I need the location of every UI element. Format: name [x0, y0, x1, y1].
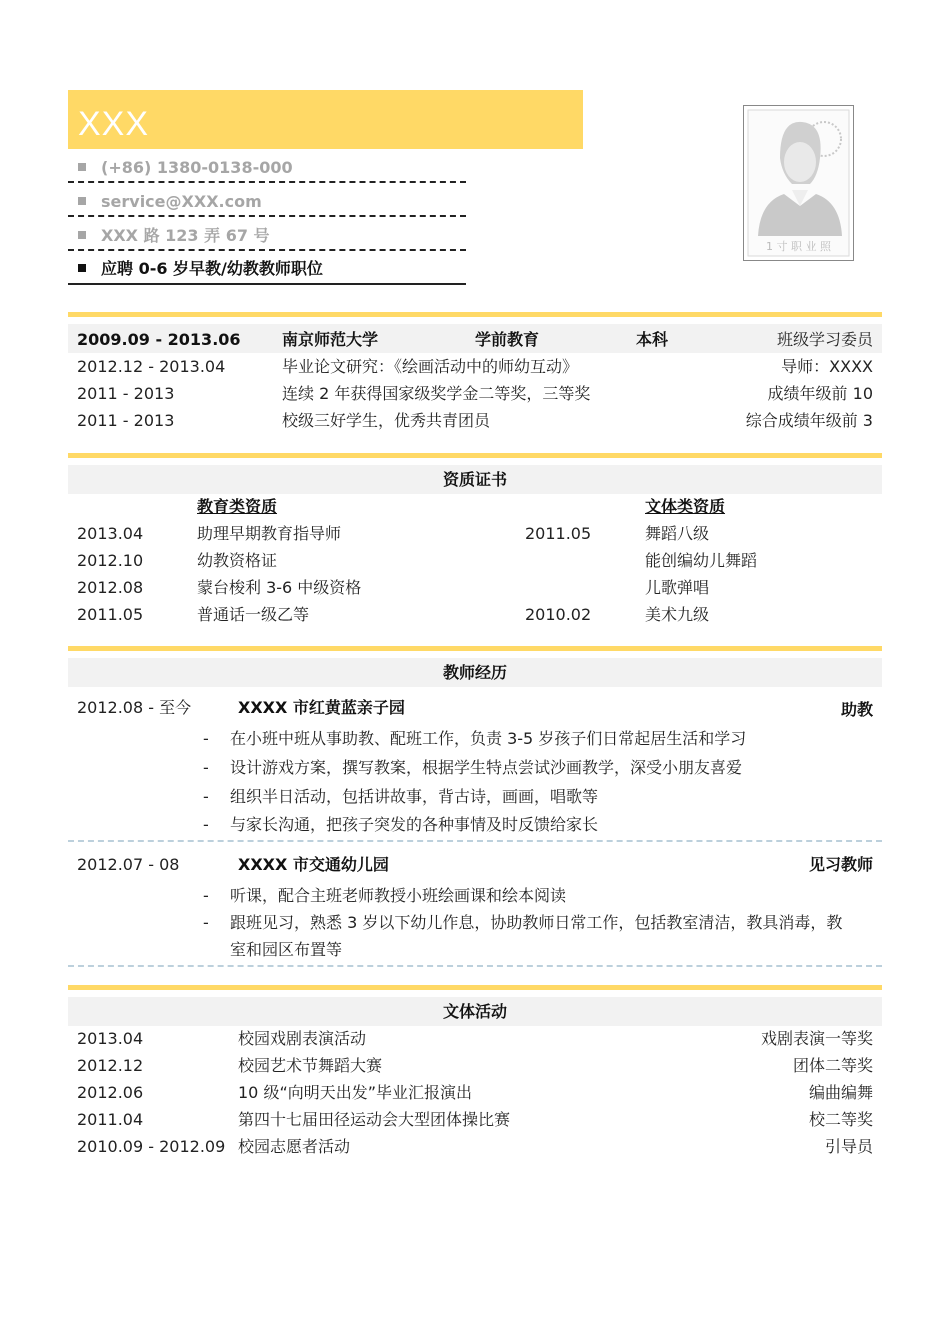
- edu-row-note: 导师：XXXX: [781, 357, 873, 376]
- divider: [68, 215, 466, 217]
- job-divider: [68, 840, 882, 842]
- avatar-placeholder-icon: [744, 106, 853, 260]
- job-role: 助教: [840, 700, 873, 719]
- square-bullet-icon: [78, 163, 86, 171]
- job-bullet: 跟班见习，熟悉 3 岁以下幼儿作息，协助教师日常工作，包括教室清洁，教具消毒，教: [230, 913, 843, 932]
- objective-text: 应聘 0-6 岁早教/幼教教师职位: [101, 259, 323, 278]
- job-bullet: 听课，配合主班老师教授小班绘画课和绘本阅读: [230, 886, 567, 905]
- edu-degree: 本科: [636, 330, 669, 349]
- address-line: [78, 223, 466, 249]
- cert-date: 2012.08: [77, 578, 144, 597]
- activity-name: 校园戏剧表演活动: [238, 1029, 367, 1048]
- activity-award: 校二等奖: [808, 1110, 873, 1129]
- dash-bullet-icon: -: [203, 886, 209, 905]
- activities-top-bar: [68, 985, 882, 990]
- activity-name: 第四十七届田径运动会大型团体操比赛: [238, 1110, 511, 1129]
- edu-row-date: 2011 - 2013: [77, 411, 175, 430]
- cert-date: 2012.10: [77, 551, 144, 570]
- dash-bullet-icon: -: [203, 787, 209, 806]
- activity-date: 2013.04: [77, 1029, 144, 1048]
- job-bullet: 与家长沟通，把孩子突发的各种事情及时反馈给家长: [230, 815, 599, 834]
- cert-name: 舞蹈八级: [645, 524, 710, 543]
- job-bullet-continued: 室和园区布置等: [230, 940, 343, 959]
- objective-line: [78, 256, 466, 282]
- dash-bullet-icon: -: [203, 815, 209, 834]
- cert-left-header: 教育类资质: [197, 497, 278, 516]
- job-date: 2012.07 - 08: [77, 855, 180, 874]
- job-bullet: 组织半日活动，包括讲故事，背古诗，画画，唱歌等: [230, 787, 599, 806]
- edu-row-date: 2011 - 2013: [77, 384, 175, 403]
- job-org: XXXX 市红黄蓝亲子园: [238, 698, 405, 717]
- cert-name: 普通话一级乙等: [197, 605, 310, 624]
- certificates-top-bar: [68, 453, 882, 458]
- edu-date: 2009.09 - 2013.06: [77, 330, 241, 349]
- activity-date: 2011.04: [77, 1110, 144, 1129]
- edu-row-date: 2012.12 - 2013.04: [77, 357, 226, 376]
- activity-name: 校园志愿者活动: [238, 1137, 351, 1156]
- activity-date: 2012.06: [77, 1083, 144, 1102]
- email-text: service@XXX.com: [101, 192, 262, 211]
- photo-caption: 1 寸 职 业 照: [766, 240, 831, 253]
- experience-top-bar: [68, 646, 882, 651]
- job-role: 见习教师: [808, 855, 873, 874]
- activity-award: 戏剧表演一等奖: [760, 1029, 873, 1048]
- edu-school: 南京师范大学: [282, 330, 379, 349]
- phone-text: (+86) 1380-0138-000: [101, 158, 293, 177]
- square-bullet-icon: [78, 197, 86, 205]
- edu-role: 班级学习委员: [776, 330, 873, 349]
- cert-name: 幼教资格证: [197, 551, 278, 570]
- square-bullet-icon: [78, 264, 86, 272]
- activity-date: 2012.12: [77, 1056, 144, 1075]
- cert-name: 美术九级: [645, 605, 710, 624]
- divider: [68, 181, 466, 183]
- cert-right-header: 文体类资质: [645, 497, 726, 516]
- activity-name: 10 级“向明天出发”毕业汇报演出: [238, 1083, 473, 1102]
- square-bullet-icon: [78, 231, 86, 239]
- activities-title: 文体活动: [442, 1002, 507, 1021]
- divider: [68, 249, 466, 251]
- dash-bullet-icon: -: [203, 758, 209, 777]
- divider: [68, 283, 466, 285]
- job-bullet: 设计游戏方案，撰写教案，根据学生特点尝试沙画教学，深受小朋友喜爱: [230, 758, 743, 777]
- edu-row-note: 综合成绩年级前 3: [745, 411, 873, 430]
- cert-date: 2013.04: [77, 524, 144, 543]
- activity-award: 团体二等奖: [792, 1056, 873, 1075]
- activity-award: 引导员: [824, 1137, 873, 1156]
- candidate-name: XXX: [78, 105, 150, 143]
- job-date: 2012.08 - 至今: [77, 698, 192, 717]
- edu-row-note: 成绩年级前 10: [767, 384, 873, 403]
- edu-row-desc: 校级三好学生，优秀共青团员: [282, 411, 491, 430]
- cert-date: 2010.02: [525, 605, 592, 624]
- job-divider: [68, 965, 882, 967]
- activity-award: 编曲编舞: [808, 1083, 873, 1102]
- cert-name: 蒙台梭利 3-6 中级资格: [197, 578, 362, 597]
- edu-row-desc: 连续 2 年获得国家级奖学金二等奖，三等奖: [282, 384, 591, 403]
- phone-line: [78, 155, 466, 181]
- certificates-title: 资质证书: [442, 470, 507, 489]
- address-text: XXX 路 123 弄 67 号: [101, 226, 270, 245]
- activity-name: 校园艺术节舞蹈大赛: [238, 1056, 383, 1075]
- job-org: XXXX 市交通幼儿园: [238, 855, 389, 874]
- job-bullet: 在小班中班从事助教、配班工作，负责 3-5 岁孩子们日常起居生活和学习: [230, 729, 747, 748]
- activity-date: 2010.09 - 2012.09: [77, 1137, 226, 1156]
- education-top-bar: [68, 312, 882, 317]
- experience-title: 教师经历: [442, 663, 507, 682]
- cert-name: 能创编幼儿舞蹈: [645, 551, 758, 570]
- dash-bullet-icon: -: [203, 913, 209, 932]
- edu-major: 学前教育: [475, 330, 540, 349]
- cert-name: 助理早期教育指导师: [197, 524, 342, 543]
- dash-bullet-icon: -: [203, 729, 209, 748]
- photo-placeholder: [743, 105, 854, 261]
- cert-date: 2011.05: [77, 605, 144, 624]
- cert-name: 儿歌弹唱: [645, 578, 710, 597]
- email-line: [78, 189, 466, 215]
- cert-date: 2011.05: [525, 524, 592, 543]
- edu-row-desc: 毕业论文研究：《绘画活动中的师幼互动》: [282, 357, 579, 376]
